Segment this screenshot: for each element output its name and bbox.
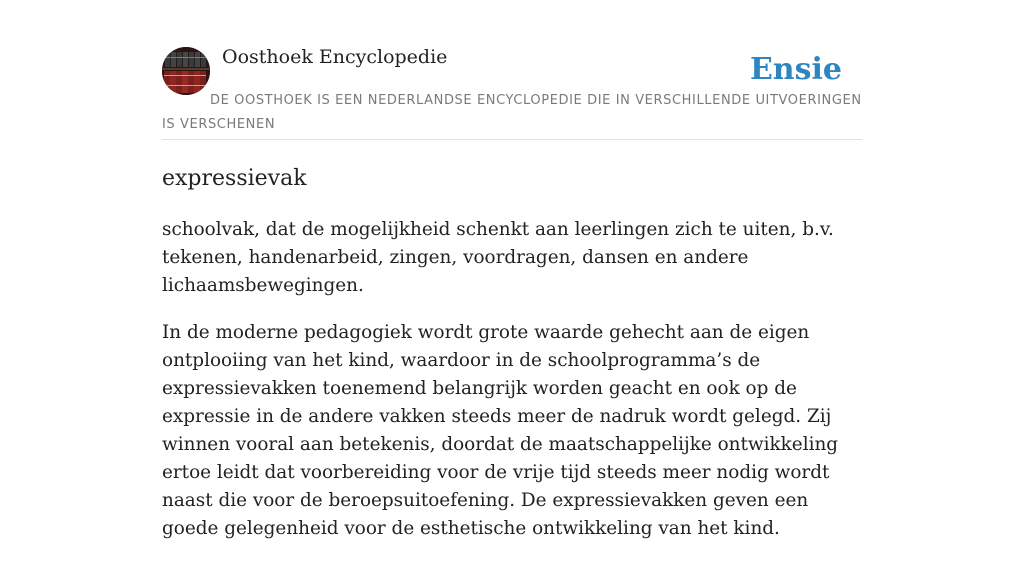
entry-body	[162, 216, 862, 562]
header	[162, 0, 862, 140]
source-description: DE OOSTHOEK IS EEN NEDERLANDSE ENCYCLOPEDIE DIE IN VERSCHILLENDE UITVOERINGEN IS VERSCHENEN	[162, 93, 862, 132]
encyclopedia-books-icon	[162, 47, 210, 95]
entry-title: expressievak	[162, 166, 307, 191]
entry-paragraph: schoolvak, dat de mogelijkheid schenkt aan leerlingen zich te uiten, b.v. tekenen, handenarbeid, zingen, voordragen, dansen en andere lichaamsbewegingen.	[162, 219, 834, 296]
source-avatar[interactable]	[162, 47, 210, 95]
page-container	[162, 0, 862, 539]
entry-paragraph: In de moderne pedagogiek wordt grote waarde gehecht aan de eigen ontplooiing van het kind, waardoor in de schoolprogramma’s de expressievakken toenemend belangrijk worden geacht en ook op de expressie in de andere vakken steeds meer de nadruk wordt gelegd. Zij winnen vooral aan betekenis, doordat de maatschappelijke ontwikkeling ertoe leidt dat voorbereiding voor de vrije tijd steeds meer nodig wordt naast die voor de beroepsuitoefening. De expressievakken geven een goede gelegenheid voor de esthetische ontwikkeling van het kind.	[162, 322, 839, 539]
source-title[interactable]: Oosthoek Encyclopedie	[222, 46, 448, 68]
brand-logo[interactable]: Ensie	[749, 52, 842, 87]
